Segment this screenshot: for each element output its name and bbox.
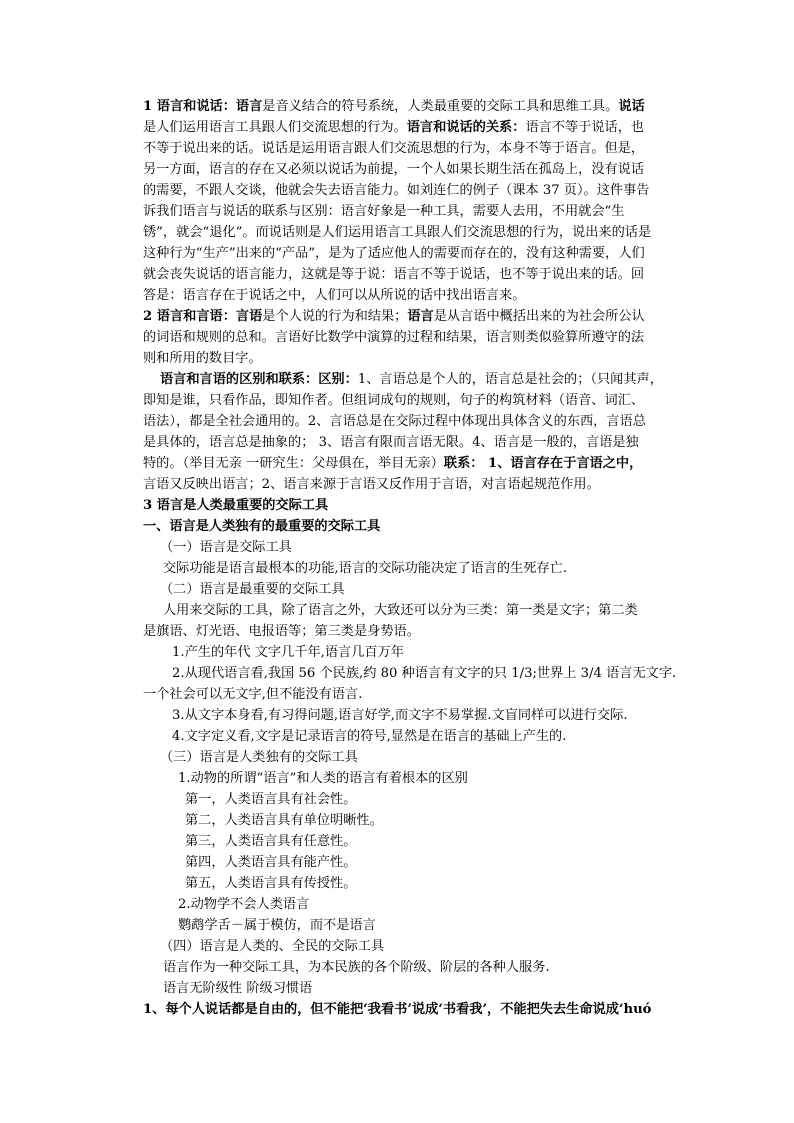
- feature-5: 第五，人类语言具有传授性。: [185, 876, 357, 891]
- s2-line-5: 即知是谁，只看作品，即知作者。但组词成句的规则，句子的构筑材料（语音、词汇、: [143, 393, 645, 408]
- point-2-example: 鹦鹉学舌－属于模仿，而不是语言: [178, 918, 376, 933]
- term-language: 语言: [407, 309, 434, 324]
- s2-line-1: [143, 307, 683, 327]
- s1-line-8: 这种行为“生产”出来的“产品”，是为了适应他人的需要而存在的，没有这种需要，人们: [143, 246, 645, 261]
- s2-line-8: [143, 454, 683, 474]
- list-item-3: 3.从文字本身看,有习得问题,语言好学,而文字不易掌握.文盲同样可以进行交际.: [172, 708, 628, 723]
- list-item-2: 2.从现代语言看,我国 56 个民族,约 80 种语言有文字的只 1/3;世界上 3/4 语言无文字.: [172, 666, 677, 681]
- last-line: 1、每个人说话都是自由的，但不能把‘我看书’说成‘书看我’，不能把失去生命说成‘huó: [143, 1002, 652, 1017]
- point-2: 2.动物学不会人类语言: [178, 897, 310, 912]
- text: 是个人说的行为和结果；: [262, 309, 408, 324]
- text: 是音义结合的符号系统，人类最重要的交际工具和思维工具。: [262, 99, 619, 114]
- subheading-1: （一）语言是交际工具: [160, 540, 292, 555]
- term-relation: 语言和说话的关系：: [406, 120, 526, 135]
- paragraph-4: 语言作为一种交际工具，为本民族的各个阶级、阶层的各种人服务.: [163, 960, 550, 975]
- term-speech: 说话: [618, 99, 645, 114]
- text: 语言不等于说话，也: [525, 120, 645, 135]
- s2-line-7: 是具体的，语言总是抽象的； 3、语言有限而言语无限。4、语言是一般的，言语是独: [143, 435, 639, 450]
- feature-1: 第一，人类语言具有社会性。: [185, 792, 357, 807]
- s1-line-6: 诉我们语言与说话的联系与区别：语言好象是一种工具，需要人去用，不用就会“生: [143, 204, 625, 219]
- subheading-3: （三）语言是人类独有的交际工具: [160, 750, 358, 765]
- feature-3: 第三，人类语言具有任意性。: [185, 834, 357, 849]
- term-connection: 联系：: [443, 456, 484, 471]
- paragraph-2b: 是旗语、灯光语、电报语等；第三类是身势语。: [143, 624, 420, 639]
- s1-line-1: [143, 97, 683, 117]
- text: 1、语言存在于言语之中，: [483, 456, 643, 471]
- s3-title: 3 语言是人类最重要的交际工具: [143, 498, 329, 513]
- s1-line-2: [143, 118, 683, 138]
- text: 1、言语总是个人的，语言总是社会的；（只闻其声，: [357, 372, 663, 387]
- list-item-1: 1.产生的年代 文字几千年,语言几百万年: [172, 645, 404, 660]
- s1-line-3: 不等于说出来的话。说话是运用语言跟人们交流思想的行为，本身不等于语言。但是，: [143, 141, 645, 156]
- term-difference: 语言和言语的区别和联系：区别：: [160, 372, 358, 387]
- s1-line-5: 的需要，不跟人交谈，他就会失去语言能力。如刘连仁的例子（课本 37 页）。这件事告: [143, 183, 650, 198]
- s2-line-3: 则和所用的数目字。: [143, 351, 262, 366]
- s2-line-2: 的词语和规则的总和。言语好比数学中演算的过程和结果，语言则类似验算所遵守的法: [143, 330, 645, 345]
- term-parole: 言语: [235, 309, 263, 324]
- list-item-2-cont: 一个社会可以无文字,但不能没有语言.: [143, 687, 363, 702]
- s1-line-4: 另一方面，语言的存在又必须以说话为前提，一个人如果长期生活在孤岛上，没有说话: [143, 162, 645, 177]
- paragraph-4b: 语言无阶级性 阶级习惯语: [163, 981, 313, 996]
- s1-line-9: 就会丧失说话的语言能力，这就是等于说：语言不等于说话，也不等于说出来的话。回: [143, 267, 645, 282]
- subheading-2: （二）语言是最重要的交际工具: [160, 582, 345, 597]
- term-language: 语言: [235, 99, 263, 114]
- paragraph-1: 交际功能是语言最根本的功能,语言的交际功能决定了语言的生死存亡.: [163, 561, 568, 576]
- text: 是人们运用语言工具跟人们交流思想的行为。: [143, 120, 407, 135]
- s3-heading-1: 一、语言是人类独有的最重要的交际工具: [143, 519, 381, 534]
- list-item-4: 4.文字定义看,文字是记录语言的符号,显然是在语言的基础上产生的.: [172, 729, 567, 744]
- text: 特的。（举目无亲 一研究生：父母俱在，举目无亲）: [143, 456, 444, 471]
- paragraph-2a: 人用来交际的工具，除了语言之外，大致还可以分为三类：第一类是文字；第二类: [163, 603, 638, 618]
- text: 是从言语中概括出来的为社会所公认: [433, 309, 645, 324]
- feature-2: 第二，人类语言具有单位明晰性。: [185, 813, 383, 828]
- s2-line-9: 言语又反映出语言；2、语言来源于言语又反作用于言语，对言语起规范作用。: [143, 477, 600, 492]
- feature-4: 第四，人类语言具有能产性。: [185, 855, 357, 870]
- s2-heading: 2 语言和言语：: [143, 309, 236, 324]
- point-1: 1.动物的所谓“语言”和人类的语言有着根本的区别: [178, 771, 468, 786]
- subheading-4: （四）语言是人类的、全民的交际工具: [160, 939, 385, 954]
- s2-line-6: 语法），都是全社会通用的。2、言语总是在交际过程中体现出具体含义的东西，言语总: [143, 414, 646, 429]
- s1-line-10: 答是：语言存在于说话之中，人们可以从所说的话中找出语言来。: [143, 288, 526, 303]
- s1-line-7: 锈”，就会“退化”。而说话则是人们运用语言工具跟人们交流思想的行为，说出来的话是: [143, 225, 652, 240]
- s1-heading: 1 语言和说话：: [143, 99, 236, 114]
- s2-line-4: [160, 370, 700, 390]
